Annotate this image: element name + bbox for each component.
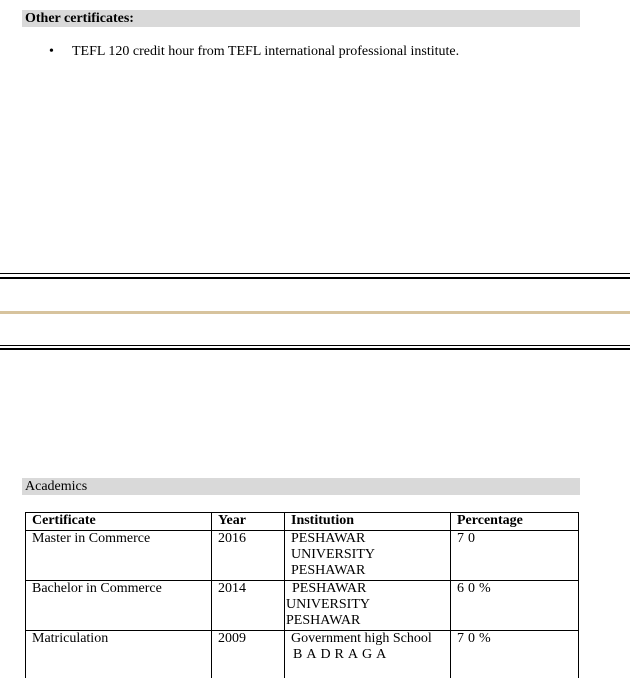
- list-item: [46, 43, 459, 61]
- column-header-certificate: Certificate: [26, 513, 212, 531]
- table-row: [26, 581, 579, 631]
- column-header-year: Year: [212, 513, 285, 531]
- certificate-item-text: TEFL 120 credit hour from TEFL international professional institute.: [72, 44, 460, 59]
- year-cell: 2009: [212, 631, 285, 678]
- institution-line: UNIVERSITY: [291, 547, 375, 562]
- year-cell: 2016: [212, 531, 285, 581]
- bullet-icon: •: [49, 44, 54, 59]
- institution-line: PESHAWAR: [291, 563, 366, 578]
- percentage-cell: [451, 631, 579, 678]
- institution-cell: [285, 581, 451, 631]
- percentage-value: 70%: [457, 631, 495, 646]
- institution-cell: [285, 631, 451, 678]
- divider-line-gold: [0, 311, 630, 314]
- certificate-cell: Master in Commerce: [26, 531, 212, 581]
- column-header-institution: Institution: [285, 513, 451, 531]
- academics-heading: Academics: [22, 478, 580, 495]
- institution-line: PESHAWAR: [286, 613, 361, 628]
- other-certificates-list: [46, 43, 459, 61]
- table-row: [26, 531, 579, 581]
- table-row: [26, 631, 579, 678]
- column-header-percentage: Percentage: [451, 513, 579, 531]
- institution-line: PESHAWAR: [292, 581, 367, 596]
- other-certificates-heading: Other certificates:: [22, 10, 580, 27]
- institution-line: UNIVERSITY: [286, 597, 370, 612]
- institution-cell: [285, 531, 451, 581]
- table-header-row: [26, 513, 579, 531]
- divider-line: [0, 345, 630, 346]
- percentage-value: 70: [457, 531, 479, 546]
- percentage-value: 60%: [457, 581, 495, 596]
- institution-line: PESHAWAR: [291, 531, 366, 546]
- percentage-cell: [451, 531, 579, 581]
- percentage-cell: [451, 581, 579, 631]
- divider-line: [0, 273, 630, 274]
- institution-line: BADRAGA: [293, 647, 391, 662]
- divider-line: [0, 277, 630, 279]
- institution-line: Government high School: [291, 631, 432, 646]
- academics-table: [25, 512, 579, 678]
- certificate-cell: Bachelor in Commerce: [26, 581, 212, 631]
- divider-line: [0, 348, 630, 350]
- certificate-cell: Matriculation: [26, 631, 212, 678]
- year-cell: 2014: [212, 581, 285, 631]
